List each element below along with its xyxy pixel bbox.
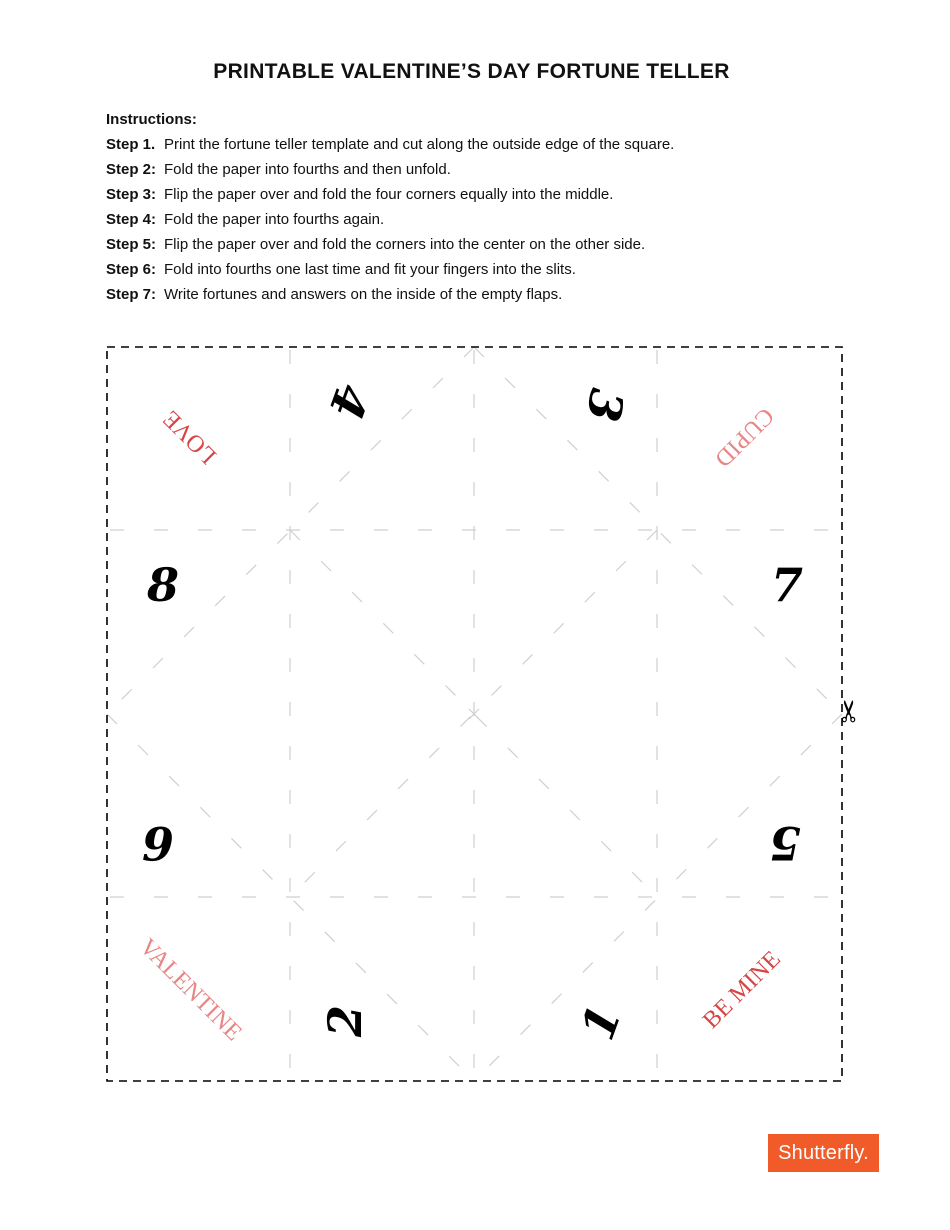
number-5: 5	[769, 816, 802, 870]
step-text: Print the fortune teller template and cut along the outside edge of the square.	[164, 136, 675, 153]
number-7: 7	[770, 558, 803, 612]
step-label: Step 4:	[106, 211, 157, 228]
instructions-heading: Instructions:	[106, 111, 197, 128]
number-8: 8	[146, 558, 179, 612]
step-text: Fold the paper into fourths again.	[164, 211, 385, 228]
number-2: 2	[318, 1005, 372, 1038]
step-label: Step 5:	[106, 236, 157, 253]
step-text: Write fortunes and answers on the inside of the empty flaps.	[164, 286, 563, 303]
step-label: Step 6:	[106, 261, 157, 278]
step-label: Step 2:	[106, 161, 157, 178]
step-text: Flip the paper over and fold the four corners equally into the middle.	[164, 186, 614, 203]
number-3: 3	[575, 384, 635, 426]
step-label: Step 7:	[106, 286, 157, 303]
number-1: 1	[570, 998, 632, 1047]
step-text: Fold into fourths one last time and fit your fingers into the slits.	[164, 261, 576, 278]
number-6: 6	[142, 816, 175, 870]
number-4: 4	[318, 377, 380, 426]
step-label: Step 3:	[106, 186, 157, 203]
word-valentine: VALENTINE	[134, 933, 247, 1047]
shutterfly-logo: Shutterfly.	[768, 1134, 879, 1172]
scissors-icon: ✂	[833, 698, 867, 724]
word-love: LOVE	[158, 405, 222, 469]
step-label: Step 1.	[106, 136, 156, 153]
word-be-mine: BE MINE	[698, 946, 786, 1034]
word-cupid: CUPID	[709, 402, 779, 472]
page-title: PRINTABLE VALENTINE’S DAY FORTUNE TELLER	[213, 60, 730, 83]
step-text: Flip the paper over and fold the corners into the center on the other side.	[164, 236, 646, 253]
step-text: Fold the paper into fourths and then unfold.	[164, 161, 451, 178]
